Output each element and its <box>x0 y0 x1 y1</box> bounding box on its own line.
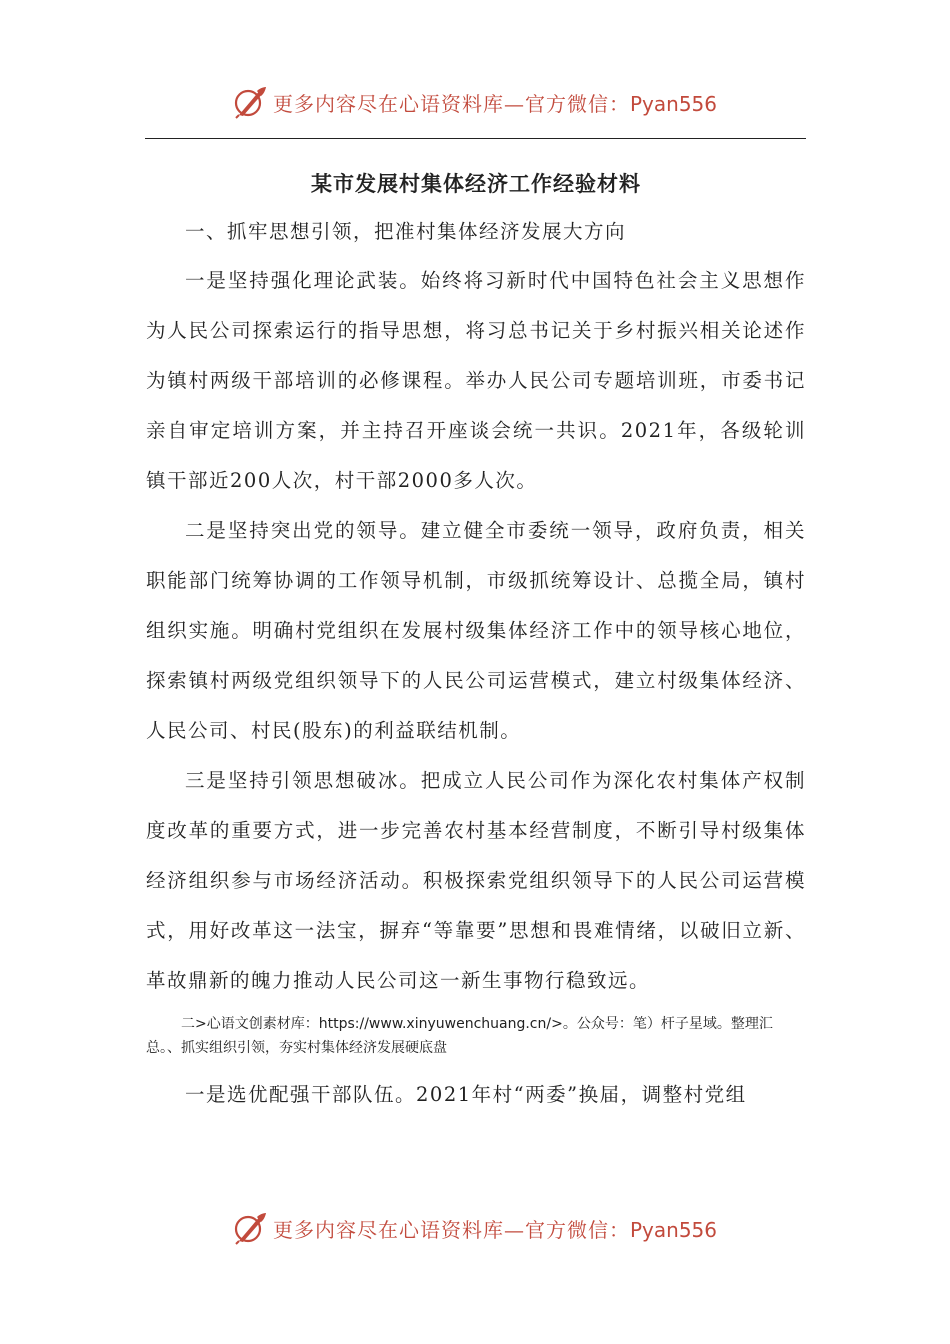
wechat-handle: Pyan556 <box>629 91 717 116</box>
quill-pen-icon <box>233 85 267 119</box>
footer-banner <box>0 1208 950 1248</box>
quill-pen-icon <box>233 1211 267 1245</box>
section-heading-1: 一、抓牢思想引领，把准村集体经济发展大方向 <box>185 220 627 243</box>
source-note: 二>心语文创素材库：https://www.xinyuwenchuang.cn/>。公众号：笔）杆子星域。整理汇总。、抓实组织引领，夯实村集体经济发展硬底盘 <box>146 1016 773 1056</box>
document-title: 某市发展村集体经济工作经验材料 <box>311 171 641 196</box>
wechat-handle: Pyan556 <box>629 1217 717 1242</box>
document-body <box>146 160 806 1120</box>
paragraph-4: 一是选优配强干部队伍。2021年村“两委”换届，调整村党组 <box>185 1083 747 1106</box>
banner-label: 更多内容尽在心语资料库—官方微信： <box>272 91 630 116</box>
paragraph-3: 三是坚持引领思想破冰。把成立人民公司作为深化农村集体产权制度改革的重要方式，进一步完善农村基本经营制度，不断引导村级集体经济组织参与市场经济活动。积极探索党组织领导下的人民公司运营模式，用好改革这一法宝，摒弃“等靠要”思想和畏难情绪，以破旧立新、革故鼎新的魄力推动人民公司这一新生事物行稳致远。 <box>146 769 806 992</box>
banner-text <box>273 1214 717 1243</box>
header-divider <box>145 138 806 139</box>
paragraph-1: 一是坚持强化理论武装。始终将习新时代中国特色社会主义思想作为人民公司探索运行的指导思想，将习总书记关于乡村振兴相关论述作为镇村两级干部培训的必修课程。举办人民公司专题培训班，市委书记亲自审定培训方案，并主持召开座谈会统一共识。2021年，各级轮训镇干部近200人次，村干部2000多人次。 <box>146 269 806 492</box>
banner-text <box>273 88 717 117</box>
header-banner <box>0 82 950 122</box>
banner-label: 更多内容尽在心语资料库—官方微信： <box>272 1217 630 1242</box>
paragraph-2: 二是坚持突出党的领导。建立健全市委统一领导，政府负责，相关职能部门统筹协调的工作领导机制，市级抓统筹设计、总揽全局，镇村组织实施。明确村党组织在发展村级集体经济工作中的领导核心地位，探索镇村两级党组织领导下的人民公司运营模式，建立村级集体经济、人民公司、村民(股东)的利益联结机制。 <box>146 519 806 742</box>
